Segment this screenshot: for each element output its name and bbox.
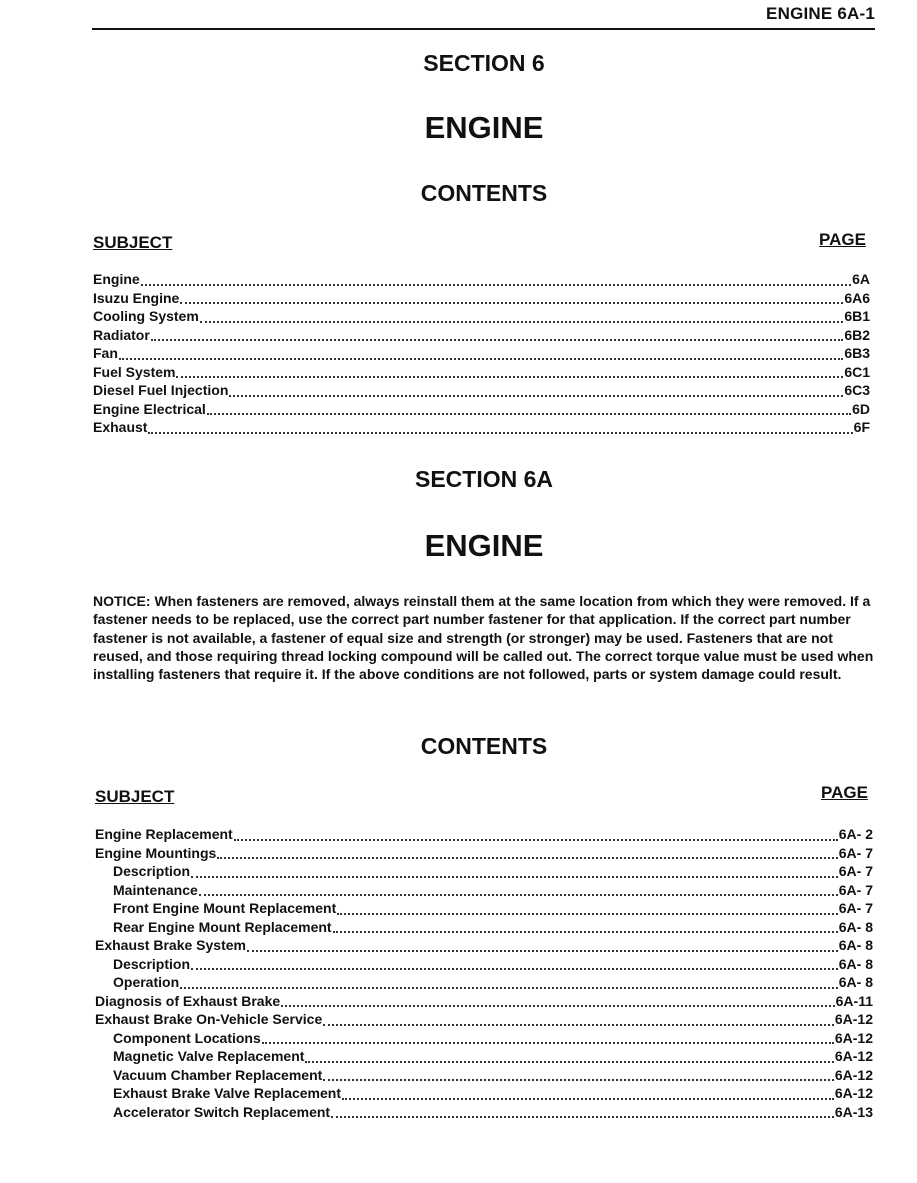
dot-leader xyxy=(305,1061,833,1063)
toc-entry-label: Vacuum Chamber Replacement xyxy=(113,1066,323,1083)
dot-leader xyxy=(180,302,843,304)
toc-entry xyxy=(95,974,873,993)
dot-leader xyxy=(191,876,838,878)
toc-entry-label: Diagnosis of Exhaust Brake xyxy=(95,992,281,1009)
page-header-title: ENGINE 6A-1 xyxy=(766,4,875,23)
section-6a-page-header: PAGE xyxy=(821,783,868,802)
dot-leader xyxy=(342,1098,834,1100)
section-6a-contents-heading: CONTENTS xyxy=(420,733,548,759)
dot-leader xyxy=(151,339,844,341)
dot-leader xyxy=(207,413,851,415)
toc-entry-label: Accelerator Switch Replacement xyxy=(113,1103,331,1120)
dot-leader xyxy=(200,321,844,323)
toc-entry xyxy=(95,1104,873,1123)
toc-entry xyxy=(93,382,870,401)
toc-entry-label: Exhaust Brake System xyxy=(95,937,246,953)
toc-entry xyxy=(95,937,873,956)
toc-entry-page: 6A- 7 xyxy=(838,863,873,879)
toc-entry-label: Component Locations xyxy=(113,1029,261,1046)
dot-leader xyxy=(199,894,838,896)
toc-entry-label: Engine Electrical xyxy=(93,400,206,417)
toc-entry xyxy=(95,1067,873,1086)
dot-leader xyxy=(333,931,838,933)
toc-entry-label: Description xyxy=(113,863,191,879)
toc-entry xyxy=(95,882,873,901)
toc-entry-page: 6A- 2 xyxy=(838,826,873,842)
toc-entry-page: 6A-12 xyxy=(834,1085,873,1101)
dot-leader xyxy=(229,395,843,397)
toc-entry xyxy=(95,1011,873,1030)
section-6a-label: SECTION 6A xyxy=(414,466,554,492)
toc-entry-label: Diesel Fuel Injection xyxy=(93,382,229,398)
toc-entry-page: 6A-12 xyxy=(834,1011,873,1027)
section-6a-toc xyxy=(95,826,873,1122)
toc-entry-label: Operation xyxy=(113,974,180,990)
toc-entry-page: 6F xyxy=(853,419,870,435)
dot-leader xyxy=(262,1042,834,1044)
toc-entry-page: 6A-13 xyxy=(834,1103,873,1120)
dot-leader xyxy=(176,376,843,378)
toc-entry xyxy=(93,345,870,364)
section-6a-subject-header: SUBJECT xyxy=(95,787,175,806)
toc-entry xyxy=(95,993,873,1012)
toc-entry xyxy=(95,919,873,938)
dot-leader xyxy=(281,1005,834,1007)
toc-entry xyxy=(93,401,870,420)
page-header xyxy=(92,4,875,30)
toc-entry-page: 6A6 xyxy=(844,289,870,306)
section-6-label: SECTION 6 xyxy=(423,50,545,76)
dot-leader xyxy=(323,1024,834,1026)
toc-entry xyxy=(95,956,873,975)
toc-entry-page: 6C3 xyxy=(844,382,870,398)
dot-leader xyxy=(247,950,838,952)
toc-entry-label: Exhaust Brake On-Vehicle Service xyxy=(95,1011,323,1027)
toc-entry xyxy=(95,1048,873,1067)
section-6a-title: ENGINE xyxy=(424,528,544,563)
toc-entry-label: Cooling System xyxy=(93,308,199,324)
section-6-subject-header: SUBJECT xyxy=(93,233,173,252)
dot-leader xyxy=(191,968,838,970)
notice-paragraph: NOTICE: When fasteners are removed, always reinstall them at the same location from which they were removed. If a fastener needs to be replaced, use the correct part number fastener for that application. If the correct part number fastener is not available, a fastener of equal size and strength (or stronger) may be used. Fasteners that are not reused, and those requiring thread locking compound will be called out. The correct torque value must be used when installing fasteners that require it. If the above conditions are not followed, parts or system damage could result. xyxy=(93,593,874,683)
dot-leader xyxy=(217,857,837,859)
toc-entry xyxy=(95,1030,873,1049)
toc-entry xyxy=(95,900,873,919)
toc-entry-page: 6A-12 xyxy=(834,1048,873,1064)
toc-entry-label: Engine Replacement xyxy=(95,826,233,842)
toc-entry-label: Maintenance xyxy=(113,881,198,898)
toc-entry-label: Rear Engine Mount Replacement xyxy=(113,918,332,935)
toc-entry-page: 6A- 8 xyxy=(838,918,873,935)
toc-entry-label: Magnetic Valve Replacement xyxy=(113,1048,305,1064)
toc-entry-page: 6A-11 xyxy=(835,992,873,1009)
toc-entry-label: Engine xyxy=(93,271,140,287)
toc-entry-page: 6B3 xyxy=(844,345,870,361)
toc-entry xyxy=(95,1085,873,1104)
toc-entry-label: Exhaust Brake Valve Replacement xyxy=(113,1085,342,1101)
toc-entry xyxy=(93,271,870,290)
toc-entry-page: 6A- 7 xyxy=(838,881,873,898)
toc-entry-label: Fan xyxy=(93,345,118,361)
toc-entry-page: 6A- 8 xyxy=(838,974,873,990)
section-6-page-header: PAGE xyxy=(819,230,866,249)
toc-entry-page: 6A- 8 xyxy=(838,937,873,953)
toc-entry xyxy=(95,845,873,864)
toc-entry-page: 6A-12 xyxy=(834,1066,873,1083)
toc-entry xyxy=(93,364,870,383)
toc-entry-page: 6D xyxy=(852,400,870,417)
dot-leader xyxy=(331,1116,834,1118)
dot-leader xyxy=(323,1079,834,1081)
toc-entry-page: 6A- 7 xyxy=(838,844,873,861)
dot-leader xyxy=(180,987,838,989)
toc-entry xyxy=(93,308,870,327)
section-6-title: ENGINE xyxy=(424,110,544,145)
section-6-toc xyxy=(93,271,870,438)
dot-leader xyxy=(234,839,838,841)
dot-leader xyxy=(119,358,843,360)
dot-leader xyxy=(141,284,851,286)
toc-entry-label: Isuzu Engine xyxy=(93,289,180,306)
toc-entry-label: Front Engine Mount Replacement xyxy=(113,900,337,916)
toc-entry xyxy=(95,826,873,845)
toc-entry xyxy=(95,863,873,882)
toc-entry xyxy=(93,327,870,346)
toc-entry-label: Engine Mountings xyxy=(95,844,217,861)
toc-entry-page: 6A xyxy=(852,271,870,287)
toc-entry xyxy=(93,290,870,309)
dot-leader xyxy=(337,913,838,915)
toc-entry-label: Description xyxy=(113,955,191,972)
toc-entry-page: 6B1 xyxy=(844,308,870,324)
dot-leader xyxy=(148,432,852,434)
toc-entry-page: 6A-12 xyxy=(834,1029,873,1046)
section-6-contents-heading: CONTENTS xyxy=(420,180,548,206)
toc-entry-label: Radiator xyxy=(93,326,150,343)
toc-entry-page: 6C1 xyxy=(844,363,870,380)
toc-entry-page: 6B2 xyxy=(844,326,870,343)
toc-entry-page: 6A- 8 xyxy=(838,955,873,972)
toc-entry-page: 6A- 7 xyxy=(838,900,873,916)
toc-entry xyxy=(93,419,870,438)
toc-entry-label: Fuel System xyxy=(93,363,176,380)
toc-entry-label: Exhaust xyxy=(93,419,148,435)
